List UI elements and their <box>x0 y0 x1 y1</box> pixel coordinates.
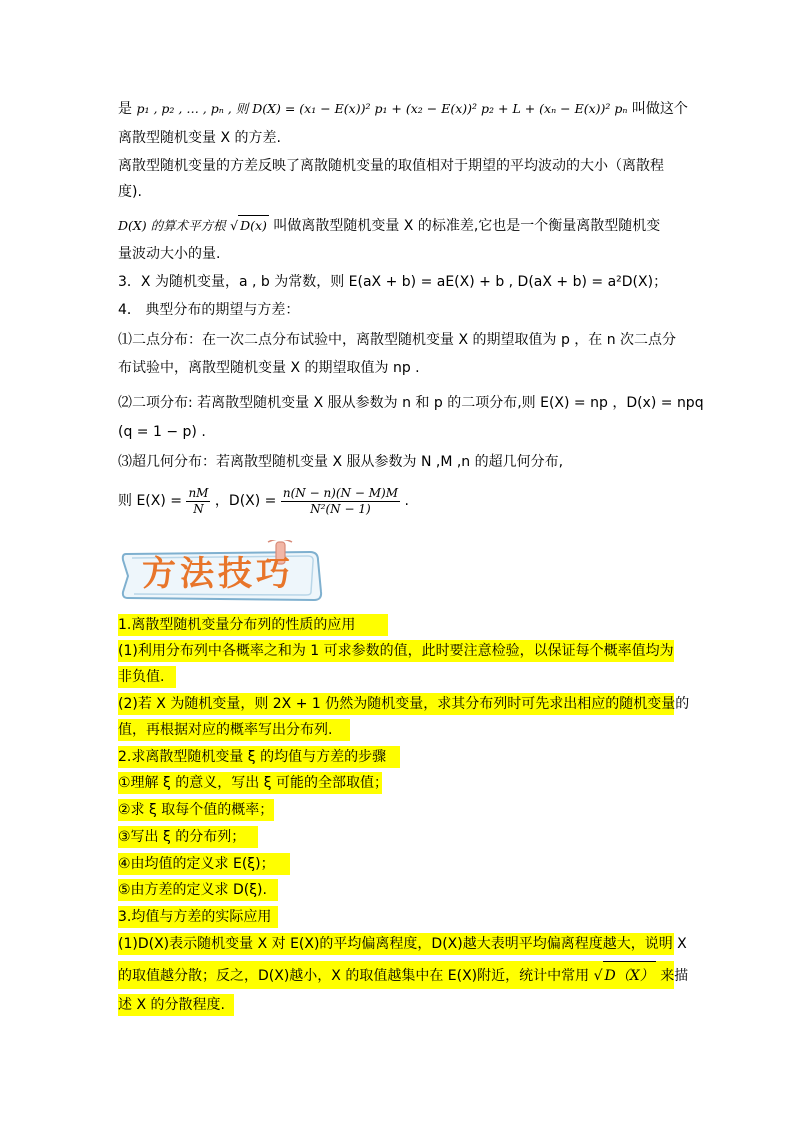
highlight-line-with-sqrt <box>118 961 689 989</box>
banner-title: 方法技巧 <box>142 554 294 594</box>
highlight-line: (1)D(X)表示随机变量 X 对 E(X)的平均偏离程度，D(X)越大表明平均偏离程度越大，说明 X <box>118 933 674 955</box>
highlight-line: ①理解 ξ 的意义，写出 ξ 可能的全部取值； <box>118 772 382 794</box>
variance-formula: p₁ , p₂ , … , pₙ , 则 D(X) = (x₁ − E(x))² p₁ + (x₂ − E(x))² p₂ + L + (xₙ − E(x))² pₙ <box>136 101 628 116</box>
text-line: 离散型随机变量的方差反映了离散随机变量的取值相对于期望的平均波动的大小（离散程 <box>118 158 664 174</box>
sqrt-body: D（X） <box>603 961 656 990</box>
text: 叫做离散型随机变量 X 的标准差,它也是一个衡量离散型随机变 <box>273 218 661 234</box>
text-line: (q = 1 − p) . <box>118 424 206 440</box>
text: 来描 <box>660 968 689 984</box>
highlight-line: (2)若 X 为随机变量，则 2X + 1 仍然为随机变量，求其分布列时可先求出相应的随机变量的 <box>118 693 674 715</box>
highlight-line: 2.求离散型随机变量 ξ 的均值与方差的步骤 <box>118 746 400 768</box>
highlight-line: ②求 ξ 取每个值的概率； <box>118 799 274 821</box>
highlight-line: 1.离散型随机变量分布列的性质的应用 <box>118 614 388 636</box>
std-deviation-line <box>118 215 660 236</box>
text-line: 4． 典型分布的期望与方差： <box>118 302 300 318</box>
text-line: 量波动大小的量. <box>118 246 221 262</box>
numerator: n(N − n)(N − M)M <box>282 485 398 500</box>
text: 是 <box>118 101 132 117</box>
denominator: N²(N − 1) <box>310 501 371 516</box>
text-line: 布试验中，离散型随机变量 X 的期望取值为 np . <box>118 360 420 376</box>
highlight-line: ④由均值的定义求 E(ξ)； <box>118 853 290 875</box>
text: . <box>404 493 409 509</box>
section-banner <box>118 540 328 606</box>
text: ，D(X) = <box>214 493 277 509</box>
text-line: ⑵二项分布: 若离散型随机变量 X 服从参数为 n 和 p 的二项分布,则 E(X) = np ，D(x) = npq <box>118 395 704 411</box>
text-line: 3．X 为随机变量，a , b 为常数，则 E(aX + b) = aE(X) + b , D(aX + b) = a²D(X)； <box>118 274 668 290</box>
highlight-line: 非负值. <box>118 666 176 688</box>
variance-definition-line <box>118 99 688 119</box>
fraction <box>186 486 210 517</box>
text: 则 E(X) = <box>118 493 182 509</box>
denominator: N <box>193 501 204 516</box>
highlight-line: 值，再根据对应的概率写出分布列. <box>118 719 350 741</box>
text: D(X) 的算术平方根 <box>118 218 226 233</box>
highlight-line: 3.均值与方差的实际应用 <box>118 906 278 928</box>
sqrt-body: D(x) <box>238 215 269 236</box>
fraction <box>281 486 400 517</box>
highlight-line: 述 X 的分散程度. <box>118 994 234 1016</box>
text-line: 度). <box>118 184 142 200</box>
highlight-line: ⑤由方差的定义求 D(ξ). <box>118 879 278 901</box>
text: 叫做这个 <box>631 101 688 117</box>
sqrt-expression: √ D（X） <box>594 968 656 984</box>
text: 的取值越分散；反之，D(X)越小，X 的取值越集中在 E(X)附近，统计中常用 <box>118 968 590 984</box>
sqrt-expression: √ D(x) <box>230 218 269 233</box>
numerator: nM <box>188 485 209 500</box>
text-line: ⑶超几何分布：若离散型随机变量 X 服从参数为 N ,M ,n 的超几何分布, <box>118 454 564 470</box>
text-line: 离散型随机变量 X 的方差. <box>118 130 281 146</box>
highlight-line: ③写出 ξ 的分布列； <box>118 826 258 848</box>
highlight-line: (1)利用分布列中各概率之和为 1 可求参数的值，此时要注意检验，以保证每个概率值均为 <box>118 640 674 662</box>
hypergeometric-formula-line <box>118 484 409 518</box>
text-line: ⑴二点分布：在一次二点分布试验中，离散型随机变量 X 的期望取值为 p ，在 n 次二点分 <box>118 332 677 348</box>
